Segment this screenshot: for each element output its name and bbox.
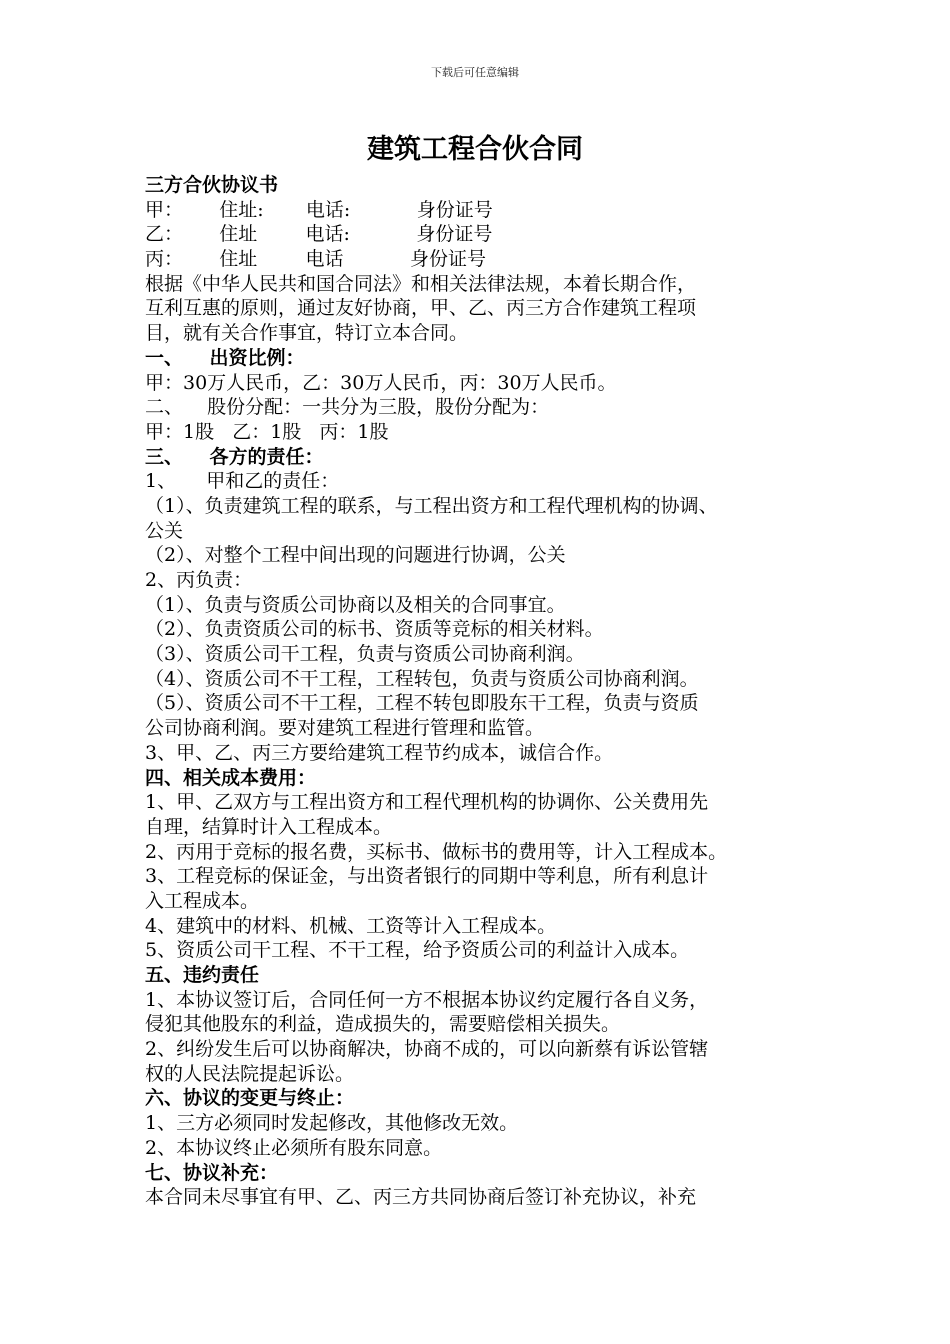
text-line: 2、丙用于竞标的报名费，买标书、做标书的费用等，计入工程成本。 (145, 840, 728, 863)
text-line: 权的人民法院提起诉讼。 (145, 1062, 355, 1085)
text-line: 5、资质公司干工程、不干工程，给予资质公司的利益计入成本。 (145, 939, 690, 962)
section-heading: 五、违约责任 (145, 964, 260, 986)
page-header: 下载后可任意编辑 (431, 66, 519, 79)
text-line: （2）、负责资质公司的标书、资质等竞标的相关材料。 (145, 618, 604, 641)
text-line: （2）、对整个工程中间出现的问题进行协调，公关 (145, 544, 566, 567)
section-heading: 七、协议补充： (145, 1161, 279, 1184)
text-line: 4、建筑中的材料、机械、工资等计入工程成本。 (145, 914, 557, 937)
section-heading: 六、协议的变更与终止： (145, 1087, 355, 1110)
text-line: （1）、负责建筑工程的联系，与工程出资方和工程代理机构的协调、 (145, 494, 718, 517)
text-line: （3）、资质公司干工程，负责与资质公司协商利润。 (145, 643, 585, 666)
text-line: 1、 甲和乙的责任： (145, 470, 340, 493)
text-line: （1）、负责与资质公司协商以及相关的合同事宜。 (145, 593, 566, 616)
text-line: 自理，结算时计入工程成本。 (145, 815, 393, 838)
text-line: 目，就有关合作事宜，特订立本合同。 (145, 322, 469, 345)
text-line: （5）、资质公司不干工程，工程不转包即股东干工程，负责与资质 (145, 692, 699, 715)
section-heading: 三方合伙协议书 (145, 174, 279, 196)
text-line: 1、甲、乙双方与工程出资方和工程代理机构的协调你、公关费用先 (145, 791, 709, 814)
text-line: 互利互惠的原则，通过友好协商，甲、乙、丙三方合作建筑工程项 (145, 297, 697, 320)
text-line: （4）、资质公司不干工程，工程转包，负责与资质公司协商利润。 (145, 667, 699, 690)
text-line: 2、纠纷发生后可以协商解决，协商不成的，可以向新蔡有诉讼管辖 (145, 1038, 709, 1061)
document-title: 建筑工程合伙合同 (367, 134, 583, 165)
section-heading: 三、 各方的责任： (145, 445, 324, 468)
text-line: 1、三方必须同时发起修改，其他修改无效。 (145, 1112, 519, 1135)
text-line: 侵犯其他股东的利益，造成损失的，需要赔偿相关损失。 (145, 1013, 621, 1036)
text-line: 3、甲、乙、丙三方要给建筑工程节约成本，诚信合作。 (145, 741, 614, 764)
text-line: 甲：30万人民币，乙：30万人民币，丙：30万人民币。 (145, 371, 617, 394)
text-line: 1、本协议签订后，合同任何一方不根据本协议约定履行各自义务， (145, 988, 709, 1011)
text-line: 本合同未尽事宜有甲、乙、丙三方共同协商后签订补充协议，补充 (145, 1186, 697, 1209)
section-heading: 四、相关成本费用： (145, 766, 317, 789)
text-line: 乙： 住址 电话: 身份证号 (145, 223, 493, 246)
text-line: 甲： 住址: 电话: 身份证号 (145, 198, 493, 221)
text-line: 3、工程竞标的保证金，与出资者银行的同期中等利息，所有利息计 (145, 865, 709, 888)
text-line: 甲：1股 乙：1股 丙：1股 (145, 420, 389, 443)
text-line: 2、本协议终止必须所有股东同意。 (145, 1136, 443, 1159)
text-line: 公关 (145, 519, 184, 542)
document-body (145, 173, 835, 1210)
text-line: 丙： 住址 电话 身份证号 (145, 248, 486, 271)
text-line: 根据《中华人民共和国合同法》和相关法律法规，本着长期合作， (145, 272, 697, 295)
section-heading: 一、 出资比例： (145, 346, 305, 369)
text-line: 二、 股份分配：一共分为三股，股份分配为： (145, 396, 550, 419)
text-line: 入工程成本。 (145, 889, 260, 912)
text-line: 2、丙负责： (145, 569, 253, 591)
text-line: 公司协商利润。要对建筑工程进行管理和监管。 (145, 717, 545, 740)
